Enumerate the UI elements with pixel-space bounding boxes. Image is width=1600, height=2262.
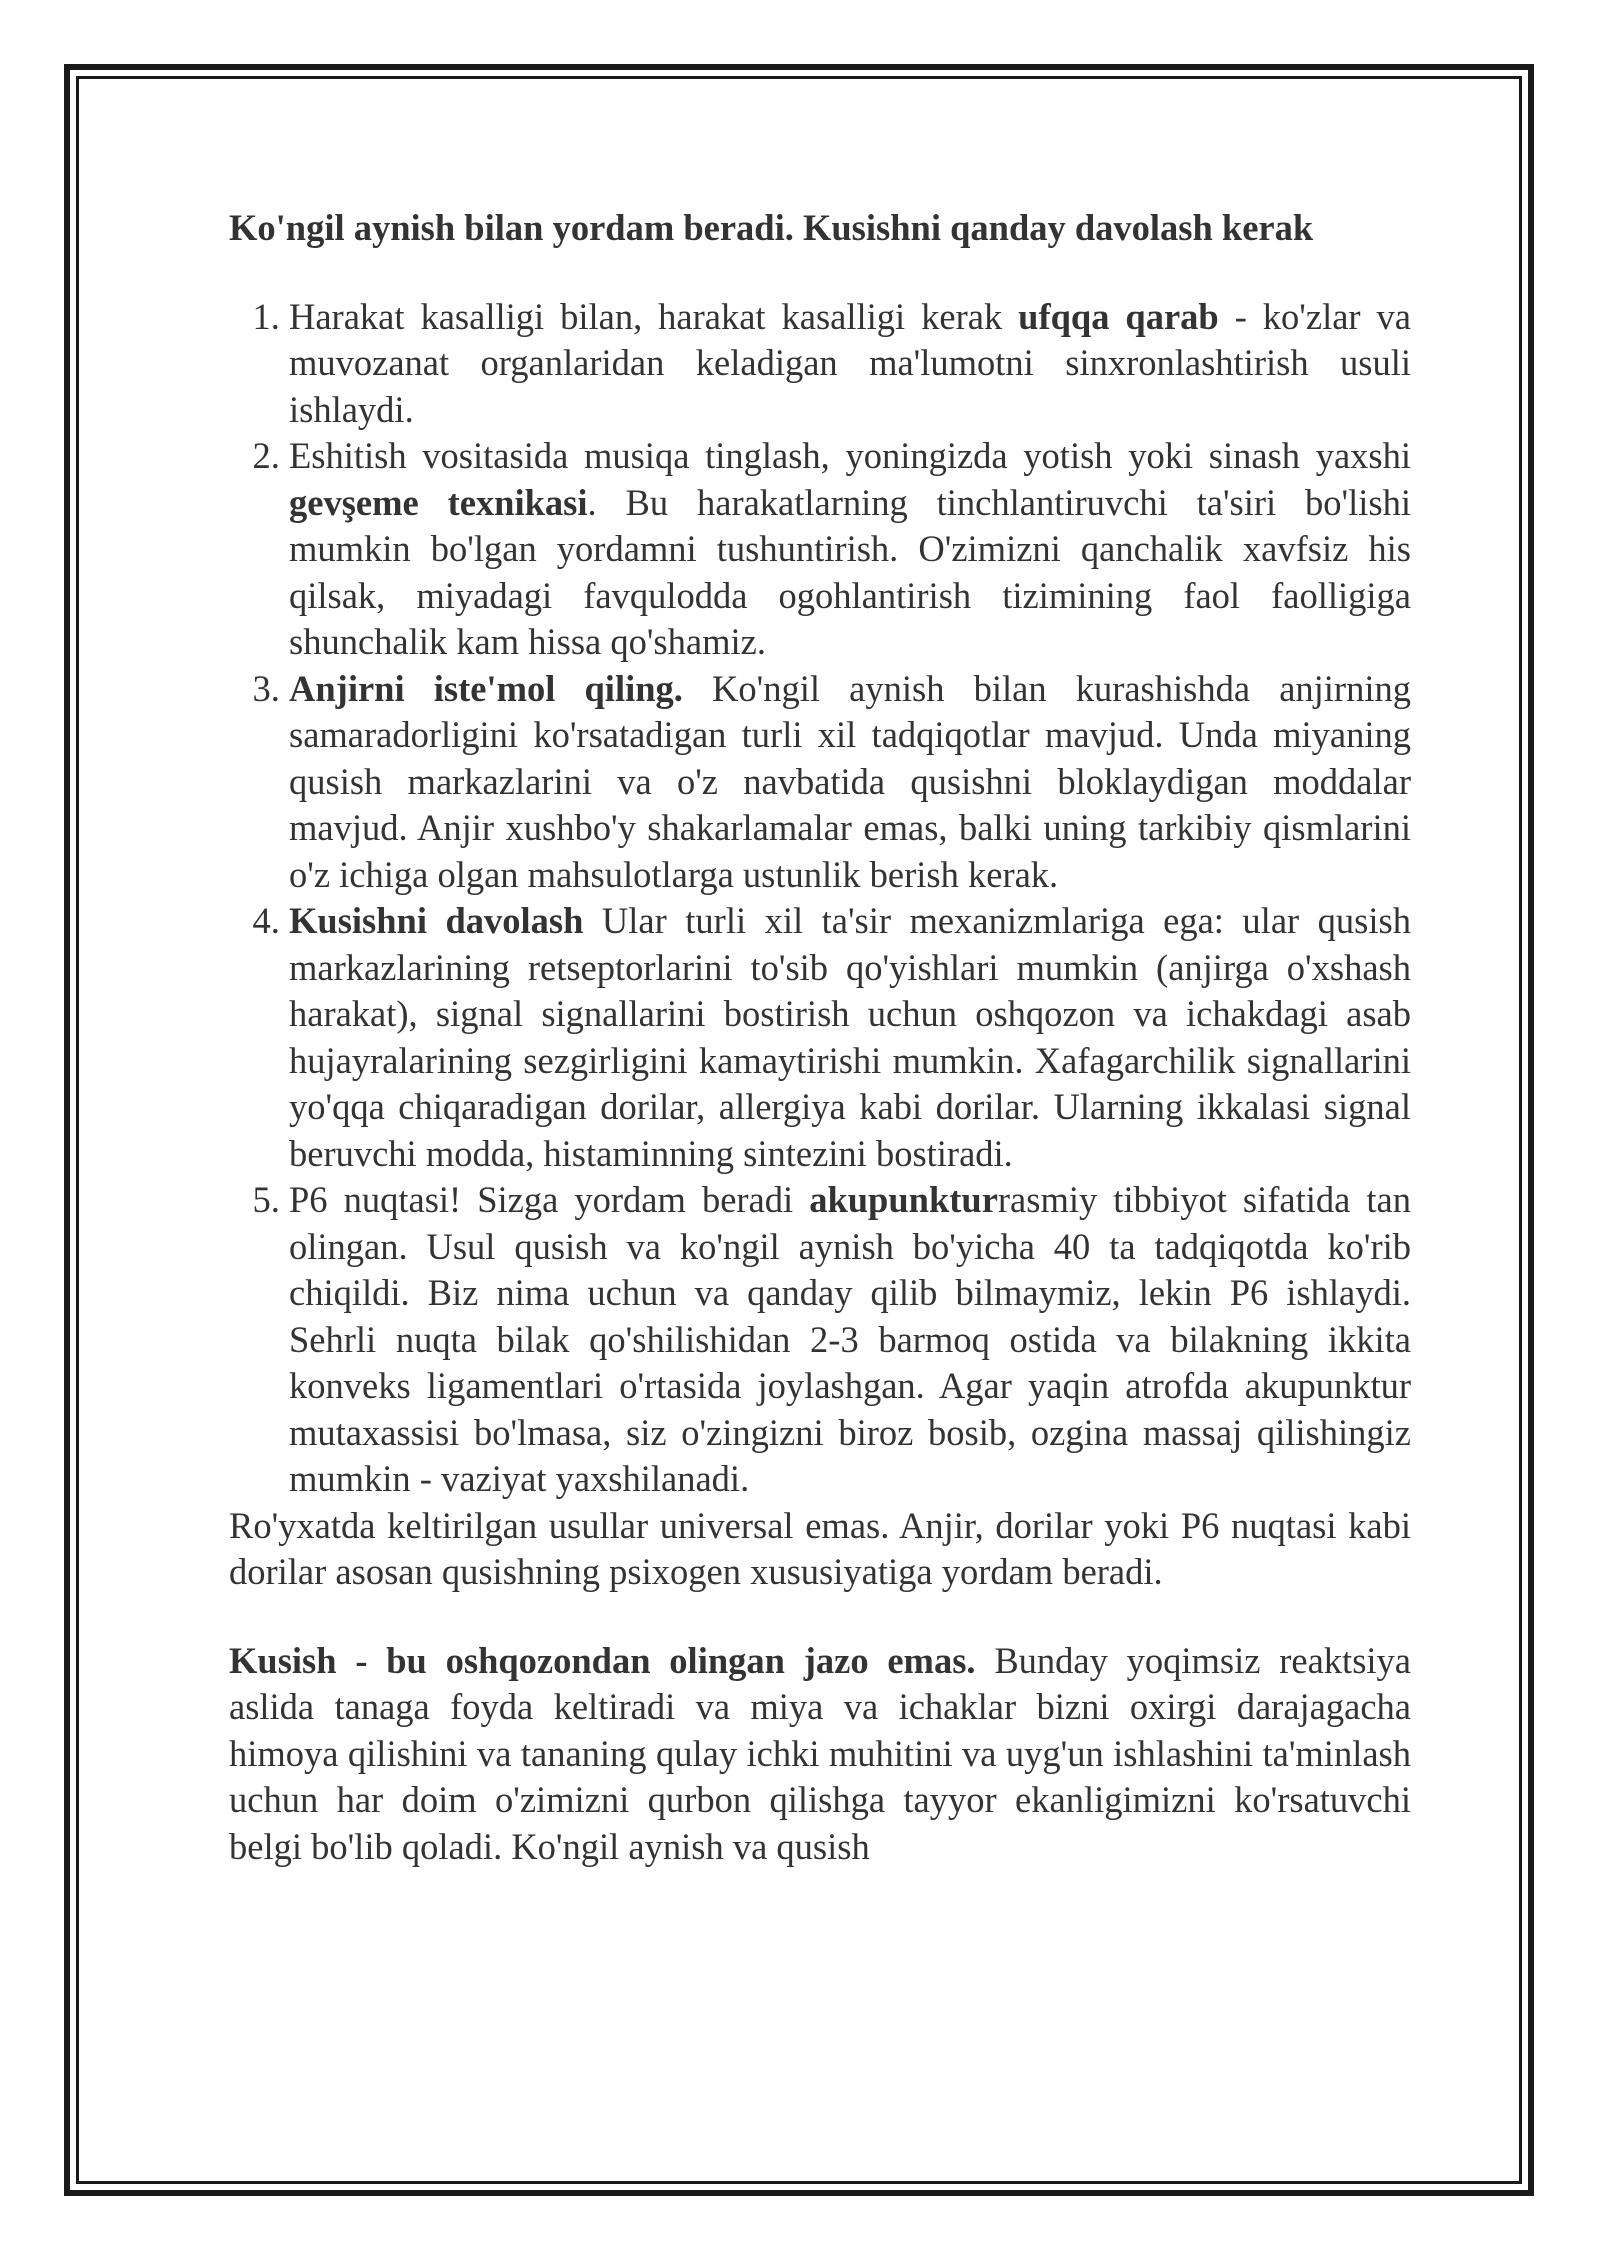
list-item-text: P6 nuqtasi! Sizga yordam beradi xyxy=(289,1179,810,1220)
closing-text: Bunday yoqimsiz reaktsiya aslida tanaga foyda keltiradi va miya va ichaklar bizni oxirgi darajagacha himoya qilishini va tananing qulay ichki muhitini va uyg'un ishlashini ta'minlash uchun har doim o'zimizni qurbon qilishga tayyor ekanligimizni ko'rsatuvchi belgi bo'lib qoladi. Ko'ngil aynish va qusish xyxy=(229,1639,1411,1867)
list-item-text: . Bu harakatlarning tinchlantiruvchi ta'siri bo'lishi mumkin bo'lgan yordamni tushuntirish. O'zimizni qanchalik xavfsiz his qilsak, miyadagi favqulodda ogohlantirish tizimining faol faolligiga shunchalik kam hissa qo'shamiz. xyxy=(289,481,1411,662)
list-item-text: rasmiy tibbiyot sifatida tan olingan. Usul qusish va ko'ngil aynish bo'yicha 40 ta tadqiqotda ko'rib chiqildi. Biz nima uchun va qanday qilib bilmaymiz, lekin P6 ishlaydi. Sehrli nuqta bilak qo'shilishidan 2-3 barmoq ostida va bilakning ikkita konveks ligamentlari o'rtasida joylashgan. Agar yaqin atrofda akupunktur mutaxassisi bo'lmasa, siz o'zingizni biroz bosib, ozgina massaj qilishingiz mumkin - vaziyat yaxshilanadi. xyxy=(289,1179,1411,1499)
list-item xyxy=(289,898,1411,1177)
list-item-text: Harakat kasalligi bilan, harakat kasalligi kerak xyxy=(289,295,1019,337)
document-title: Ko'ngil aynish bilan yordam beradi. Kusishni qanday davolash kerak xyxy=(229,207,1314,248)
closing-emphasis: Kusish - bu oshqozondan olingan jazo emas. xyxy=(229,1639,976,1681)
list-item-emphasis: Kusishni davolash xyxy=(289,900,584,941)
list-item xyxy=(289,666,1411,899)
list-item xyxy=(289,294,1411,434)
summary-paragraph: Ro'yxatda keltirilgan usullar universal emas. Anjir, dorilar yoki P6 nuqtasi kabi dorilar asosan qusishning psixogen xususiyatiga yordam beradi. xyxy=(229,1504,1411,1592)
list-item xyxy=(289,1177,1411,1503)
list-item-text: Ular turli xil ta'sir mexanizmlariga ega: ular qusish markazlarining retseptorlarini to'sib qo'yishlari mumkin (anjirga o'xshash harakat), signal signallarini bostirish uchun oshqozon va ichakdagi asab hujayralarining sezgirligini kamaytirishi mumkin. Xafagarchilik signallarini yo'qqa chiqaradigan dorilar, allergiya kabi dorilar. Ularning ikkalasi signal beruvchi modda, histaminning sintezini bostiradi. xyxy=(289,900,1411,1174)
list-item xyxy=(289,433,1411,666)
list-item-text: Ko'ngil aynish bilan kurashishda anjirning samaradorligini ko'rsatadigan turli xil tadqiqotlar mavjud. Unda miyaning qusish markazlarini va o'z navbatida qusishni bloklaydigan moddalar mavjud. Anjir xushbo'y shakarlamalar emas, balki uning tarkibiy qismlarini o'z ichiga olgan mahsulotlarga ustunlik berish kerak. xyxy=(289,667,1411,895)
list-item-text: - ko'zlar va muvozanat organlaridan keladigan ma'lumotni sinxronlashtirish usuli ishlaydi. xyxy=(289,295,1411,430)
list-item-emphasis: gevşeme texnikasi xyxy=(289,481,588,523)
tips-list xyxy=(229,294,1411,1503)
list-item-emphasis: akupunktur xyxy=(809,1179,998,1220)
list-item-emphasis: ufqqa qarab xyxy=(1018,295,1219,337)
list-item-emphasis: Anjirni iste'mol qiling. xyxy=(289,667,683,709)
list-item-text: Eshitish vositasida musiqa tinglash, yoningizda yotish yoki sinash yaxshi xyxy=(289,435,1411,476)
closing-paragraph xyxy=(229,1638,1411,1871)
document-body xyxy=(229,205,1411,1870)
